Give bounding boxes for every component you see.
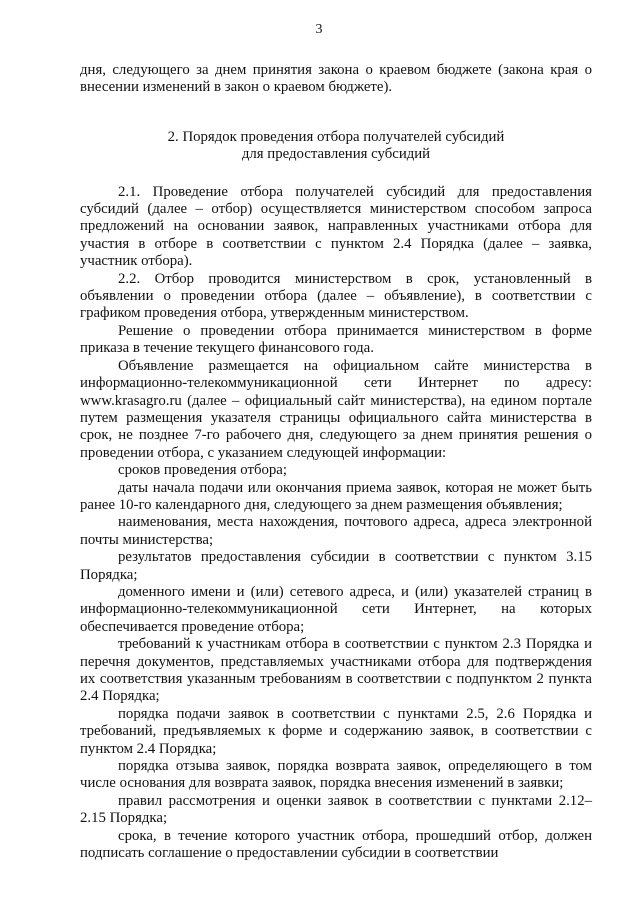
- paragraph: срока, в течение которого участник отбора, прошедший отбор, должен подписать соглашение о предоставлении субсидии в соответствии: [80, 827, 592, 862]
- paragraph: порядка отзыва заявок, порядка возврата заявок, определяющего в том числе основания для возврата заявок, порядка внесения изменений в заявки;: [80, 758, 592, 792]
- paragraph: 2.1. Проведение отбора получателей субсидий для предоставления субсидий (далее – отбор) осуществляется министерством способом запроса предложений на основании заявок, направленных участниками отбора для участия в отборе в соответствии с пунктом 2.4 Порядка (далее – заявка, участник отбора).: [80, 183, 592, 270]
- paragraph: наименования, места нахождения, почтового адреса, адреса электронной почты министерства;: [80, 514, 592, 548]
- document-body: [80, 62, 592, 862]
- paragraph: дня, следующего за днем принятия закона о краевом бюджете (закона края о внесении изменений в закон о краевом бюджете).: [80, 62, 592, 96]
- paragraph: сроков проведения отбора;: [118, 462, 287, 479]
- page-number: 3: [315, 22, 323, 37]
- paragraph: правил рассмотрения и оценки заявок в соответствии с пунктами 2.12–2.15 Порядка;: [80, 792, 592, 827]
- paragraph: требований к участникам отбора в соответствии с пунктом 2.3 Порядка и перечня документов, представляемых участниками отбора для подтверждения их соответствия указанным требованиям в соответствии с подпунктом 2 пункта 2.4 Порядка;: [80, 636, 592, 705]
- paragraph: результатов предоставления субсидии в соответствии с пунктом 3.15 Порядка;: [80, 549, 592, 583]
- section-heading-line: 2. Порядок проведения отбора получателей субсидий: [167, 128, 505, 145]
- paragraph: Объявление размещается на официальном сайте министерства в информационно-телекоммуникационной сети Интернет по адресу: www.krasagro.ru (далее – официальный сайт министерства), на едином портале путем размещения указателя страницы официального сайта министерства в срок, не позднее 7-го рабочего дня, следующего за днем принятия решения о проведении отбора, с указанием следующей информации:: [80, 357, 592, 461]
- paragraph: Решение о проведении отбора принимается министерством в форме приказа в течение текущего финансового года.: [80, 322, 592, 357]
- paragraph: порядка подачи заявок в соответствии с пунктами 2.5, 2.6 Порядка и требований, предъявляемых к форме и содержанию заявок, в соответствии с пунктом 2.4 Порядка;: [80, 705, 592, 757]
- paragraph: 2.2. Отбор проводится министерством в срок, установленный в объявлении о проведении отбора (далее – объявление), в соответствии с графиком проведения отбора, утвержденным министерством.: [80, 270, 592, 322]
- section-heading-line: для предоставления субсидий: [241, 146, 431, 163]
- section-heading: [80, 129, 592, 164]
- paragraph: доменного имени и (или) сетевого адреса, и (или) указателей страниц в информационно-телекоммуникационной сети Интернет, на которых обеспечивается проведение отбора;: [80, 583, 592, 635]
- paragraph: даты начала подачи или окончания приема заявок, которая не может быть ранее 10-го календарного дня, следующего за днем размещения объявления;: [80, 479, 592, 513]
